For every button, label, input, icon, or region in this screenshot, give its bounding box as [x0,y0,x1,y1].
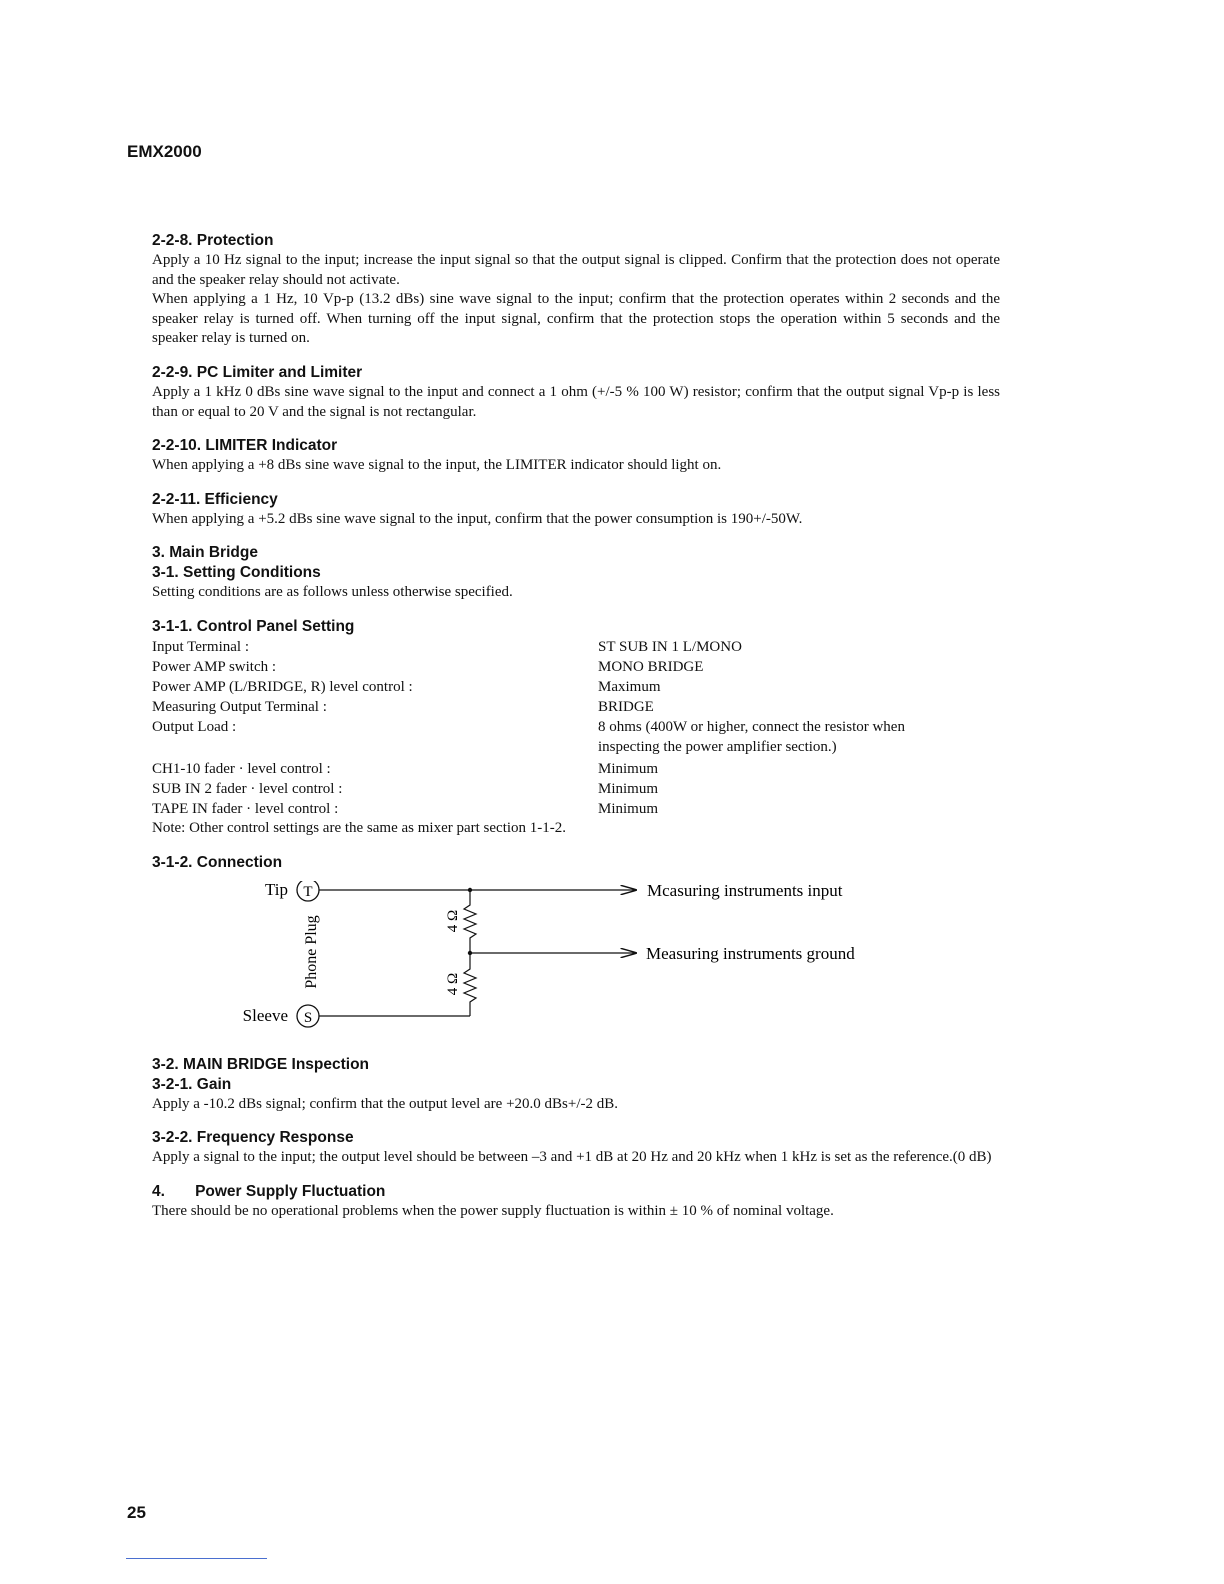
resistor-2-label: 4 Ω [445,972,461,995]
setting-row [152,799,1000,819]
resistor-1-icon [464,890,476,953]
setting-key [152,737,598,757]
setting-value: Minimum [598,760,659,777]
paragraph: Setting conditions are as follows unless otherwise specified. [152,584,513,601]
page-content [152,231,1000,1235]
section-protection [152,231,1000,349]
setting-value: Minimum [598,800,659,817]
setting-row [152,657,1000,677]
setting-row [152,759,1000,779]
footer-rule [126,1558,267,1559]
sleeve-symbol: S [303,1009,313,1026]
setting-value: Minimum [598,780,659,797]
setting-value: ST SUB IN 1 L/MONO [598,638,742,655]
section-title: 2-2-11. Efficiency [152,490,278,508]
paragraph: When applying a 1 Hz, 10 Vp-p (13.2 dBs) sine wave signal to the input; confirm that the protection operates within 2 seconds and the speaker relay is turned off. When turning off the input signal, confirm that the protection stops the operation within 5 seconds and the speaker relay is turned on. [152,291,1000,347]
paragraph: When applying a +5.2 dBs sine wave signal to the input, confirm that the power consumption is 190+/-50W. [152,510,803,527]
setting-row [152,677,1000,697]
resistor-1-label: 4 Ω [445,909,461,932]
setting-key: CH1-10 fader · level control : [152,760,331,777]
paragraph: Apply a -10.2 dBs signal; confirm that the output level are +20.0 dBs+/-2 dB. [152,1095,619,1112]
section-efficiency [152,490,1000,530]
setting-row [152,779,1000,799]
setting-value: inspecting the power amplifier section.) [598,738,837,755]
connection-diagram-svg [152,881,1000,1041]
setting-key: Output Load : [152,718,237,735]
section-control-panel-setting [152,617,1000,839]
paragraph: There should be no operational problems when the power supply fluctuation is within ± 10 % of nominal voltage. [152,1202,834,1219]
section-connection [152,853,1000,1041]
paragraph: When applying a +8 dBs sine wave signal to the input, the LIMITER indicator should light on. [152,457,722,474]
resistor-2-icon [464,953,476,1016]
section-title: 3-1-2. Connection [152,853,283,871]
setting-key: TAPE IN fader · level control : [152,800,339,817]
section-title: 2-2-8. Protection [152,232,274,249]
setting-value: MONO BRIDGE [598,658,704,675]
section-title: 3. Main Bridge [152,544,258,562]
measuring-ground-label: Measuring instruments ground [646,943,855,963]
section-title: 2-2-9. PC Limiter and Limiter [152,363,363,381]
phone-plug-label: Phone Plug [303,914,320,989]
paragraph: Apply a 10 Hz signal to the input; increase the input signal so that the output signal is clipped. Confirm that the protection does not operate and the speaker relay should not activate. [152,252,1000,288]
subsection-title: 3-1. Setting Conditions [152,564,321,582]
section-title: 2-2-10. LIMITER Indicator [152,437,338,455]
setting-value: BRIDGE [598,698,654,715]
tip-symbol: T [303,883,313,900]
measuring-input-label: Mcasuring instruments input [647,880,843,900]
connection-diagram [152,881,1000,1041]
section-power-supply-fluctuation [152,1182,1000,1222]
setting-key: Input Terminal : [152,638,249,655]
tip-label: Tip [264,880,288,899]
section-title: 4. Power Supply Fluctuation [152,1182,386,1200]
setting-key: Power AMP switch : [152,658,277,675]
section-title: 3-1-1. Control Panel Setting [152,617,355,635]
setting-value: 8 ohms (400W or higher, connect the resistor when [598,718,905,735]
setting-row [152,737,1000,757]
page-number: 25 [127,1503,146,1522]
model-header: EMX2000 [127,142,202,161]
setting-row [152,637,1000,657]
section-main-bridge-inspection [152,1055,1000,1115]
paragraph: Apply a signal to the input; the output level should be between –3 and +1 dB at 20 Hz and 20 kHz when 1 kHz is set as the reference.(0 dB) [152,1149,992,1166]
subsection-title: 3-2-1. Gain [152,1075,232,1093]
section-frequency-response [152,1128,1000,1168]
section-main-bridge [152,543,1000,603]
setting-row [152,717,1000,737]
section-pc-limiter [152,363,1000,422]
setting-row [152,697,1000,717]
setting-key: Measuring Output Terminal : [152,698,327,715]
section-title: 3-2. MAIN BRIDGE Inspection [152,1055,370,1073]
note-text: Note: Other control settings are the same as mixer part section 1-1-2. [152,819,567,836]
setting-key: SUB IN 2 fader · level control : [152,780,343,797]
section-limiter-indicator [152,436,1000,476]
paragraph: Apply a 1 kHz 0 dBs sine wave signal to the input and connect a 1 ohm (+/-5 % 100 W) resistor; confirm that the output signal Vp-p is less than or equal to 20 V and the signal is not rectangular. [152,383,1000,420]
setting-key: Power AMP (L/BRIDGE, R) level control : [152,678,413,695]
section-title: 3-2-2. Frequency Response [152,1129,354,1147]
sleeve-label: Sleeve [242,1005,288,1025]
setting-value: Maximum [598,678,661,695]
